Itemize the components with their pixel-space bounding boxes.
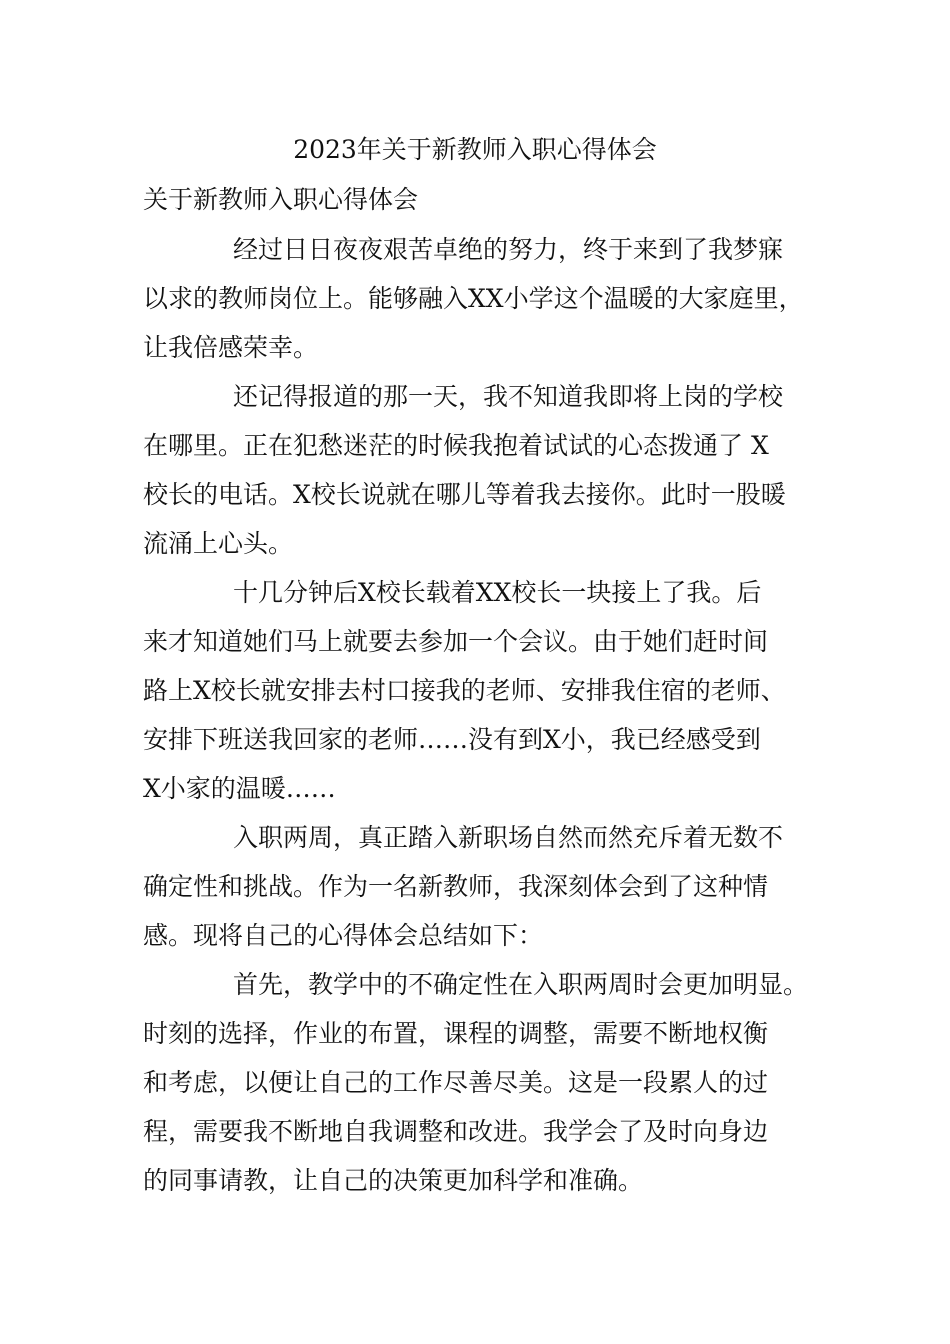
- paragraph-line: 的同事请教，让自己的决策更加科学和准确。: [143, 1166, 644, 1195]
- paragraph-line: X小家的温暖……: [143, 774, 336, 803]
- paragraph-line: 和考虑，以便让自己的工作尽善尽美。这是一段累人的过: [143, 1068, 769, 1097]
- paragraph-line: 十几分钟后X校长载着XX校长一块接上了我。后: [233, 578, 762, 607]
- paragraph-line: 在哪里。正在犯愁迷茫的时候我抱着试试的心态拨通了 X: [143, 431, 769, 460]
- paragraph-line: 还记得报道的那一天，我不知道我即将上岗的学校: [233, 382, 784, 411]
- paragraph-1: [143, 230, 823, 377]
- paragraph-line: 安排下班送我回家的老师……没有到X小，我已经感受到: [143, 725, 761, 754]
- paragraph-line: 流涌上心头。: [143, 529, 294, 558]
- paragraph-5: [143, 965, 823, 1210]
- document-subtitle: 关于新教师入职心得体会: [143, 185, 419, 214]
- paragraph-3: [143, 573, 823, 818]
- paragraph-line: 来才知道她们马上就要去参加一个会议。由于她们赶时间: [143, 627, 769, 656]
- paragraph-line: 让我倍感荣幸。: [143, 333, 319, 362]
- paragraph-line: 程，需要我不断地自我调整和改进。我学会了及时向身边: [143, 1117, 769, 1146]
- paragraph-line: 时刻的选择，作业的布置，课程的调整，需要不断地权衡: [143, 1019, 769, 1048]
- paragraph-2: [143, 377, 823, 573]
- paragraph-4: [143, 818, 823, 965]
- paragraph-line: 路上X校长就安排去村口接我的老师、安排我住宿的老师、: [143, 676, 786, 705]
- paragraph-line: 首先，教学中的不确定性在入职两周时会更加明显。: [233, 970, 809, 999]
- paragraph-line: 校长的电话。X校长说就在哪儿等着我去接你。此时一股暖: [143, 480, 786, 509]
- document-title: 2023年关于新教师入职心得体会: [293, 135, 657, 164]
- paragraph-line: 入职两周，真正踏入新职场自然而然充斥着无数不: [233, 823, 784, 852]
- paragraph-line: 以求的教师岗位上。能够融入XX小学这个温暖的大家庭里，: [143, 284, 804, 313]
- paragraph-line: 感。现将自己的心得体会总结如下：: [143, 921, 544, 950]
- paragraph-line: 确定性和挑战。作为一名新教师，我深刻体会到了这种情: [143, 872, 769, 901]
- document-body: [143, 230, 823, 1210]
- paragraph-line: 经过日日夜夜艰苦卓绝的努力，终于来到了我梦寐: [233, 235, 784, 264]
